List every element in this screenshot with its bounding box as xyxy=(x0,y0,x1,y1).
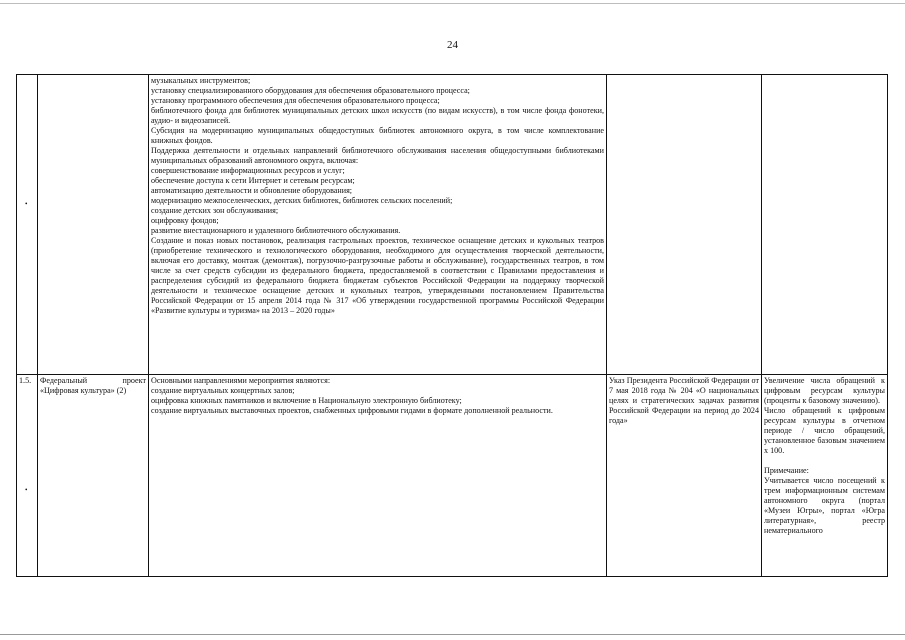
legal-basis: Указ Президента Российской Федерации от 7 мая 2018 года № 204 «О национальных целях и стратегических задачах развития Российской Федерации на период до 2024 года» xyxy=(609,376,759,425)
activity-line: модернизацию межпоселенческих, детских библиотек, библиотек сельских поселений; xyxy=(151,196,453,205)
activity-line: автоматизацию деятельности и обновление оборудования; xyxy=(151,186,353,195)
activity-line: оцифровку фондов; xyxy=(151,216,219,225)
table-row-1-5 xyxy=(17,375,888,577)
indicator-text: Увеличение числа обращений к цифровым ресурсам культуры (проценты к базовому значению). xyxy=(764,376,885,405)
cell-indicator-continuation xyxy=(762,75,888,375)
cell-activities-1-5 xyxy=(149,375,607,577)
activity-line: создание виртуальных концертных залов; xyxy=(151,386,295,395)
indicator-formula: Число обращений к цифровым ресурсам культуры в отчетном периоде / число обращений, установленное базовым значением x 100. xyxy=(764,406,885,455)
cell-number-1-5 xyxy=(17,375,38,577)
bullet-marker: • xyxy=(25,200,28,208)
scan-artifact-top xyxy=(0,3,905,4)
activity-line: Поддержка деятельности и отдельных направлений библиотечного обслуживания населения общедоступными библиотеками муниципальных образований автономного округа, включая: xyxy=(151,146,604,165)
project-name: Федеральный проект «Цифровая культура» (2) xyxy=(40,376,146,395)
cell-project-continuation xyxy=(38,75,149,375)
page-number: 24 xyxy=(447,39,458,51)
activity-line: обеспечение доступа к сети Интернет и сетевым ресурсам; xyxy=(151,176,355,185)
activity-line: создание виртуальных выставочных проектов, снабженных цифровыми гидами в формате дополненной реальности. xyxy=(151,406,553,415)
activity-line: развитие внестационарного и удаленного библиотечного обслуживания. xyxy=(151,226,401,235)
cell-basis-continuation xyxy=(607,75,762,375)
table-row-continuation xyxy=(17,75,888,375)
note-text: Учитывается число посещений к трем информационным системам автономного округа (портал «Музеи Югры», портал «Югра литературная», реестр нематериального xyxy=(764,476,885,535)
activity-line: Субсидия на модернизацию муниципальных общедоступных библиотек автономного округа, в том числе комплектование книжных фондов. xyxy=(151,126,604,145)
activity-line: музыкальных инструментов; xyxy=(151,76,251,85)
cell-indicator-1-5 xyxy=(762,375,888,577)
activities-table xyxy=(16,74,888,577)
cell-number-continuation xyxy=(17,75,38,375)
activity-line: создание детских зон обслуживания; xyxy=(151,206,279,215)
scan-artifact-bottom xyxy=(0,634,905,635)
cell-basis-1-5 xyxy=(607,375,762,577)
activity-line: установку программного обеспечения для обеспечения образовательного процесса; xyxy=(151,96,440,105)
activity-line: библиотечного фонда для библиотек муниципальных детских школ искусств (по видам искусств), в том числе фонда фонотеки, аудио- и видеозаписей. xyxy=(151,106,604,125)
activity-line: Основными направлениями мероприятия являются: xyxy=(151,376,331,385)
activity-line: совершенствование информационных ресурсов и услуг; xyxy=(151,166,345,175)
note-title: Примечание: xyxy=(764,466,809,475)
cell-activities-continuation xyxy=(149,75,607,375)
activity-line: оцифровка книжных памятников и включение в Национальную электронную библиотеку; xyxy=(151,396,462,405)
activity-line: Создание и показ новых постановок, реализация гастрольных проектов, техническое оснащение детских и кукольных театров (приобретение технического и технологического оборудования, необходимого для осуществления творческой деятельности, включая его доставку, монтаж (демонтаж), погрузочно-разгрузочные работы и обслуживание), государственных театров, в том числе за счет средств субсидии из федерального бюджета, предоставляемой в соответствии с Правилами предоставления и распределения субсидий из федерального бюджета бюджетам субъектов Российской Федерации на поддержку творческой деятельности и техническое оснащение детских и кукольных театров, утвержденными постановлением Правительства Российской Федерации от 15 апреля 2014 года № 317 «Об утверждении государственной программы Российской Федерации «Развитие культуры и туризма» на 2013 – 2020 годы» xyxy=(151,236,604,315)
cell-project-1-5 xyxy=(38,375,149,577)
bullet-marker: • xyxy=(25,486,28,494)
row-number: 1.5. xyxy=(19,376,32,385)
activity-line: установку специализированного оборудования для обеспечения образовательного процесса; xyxy=(151,86,470,95)
